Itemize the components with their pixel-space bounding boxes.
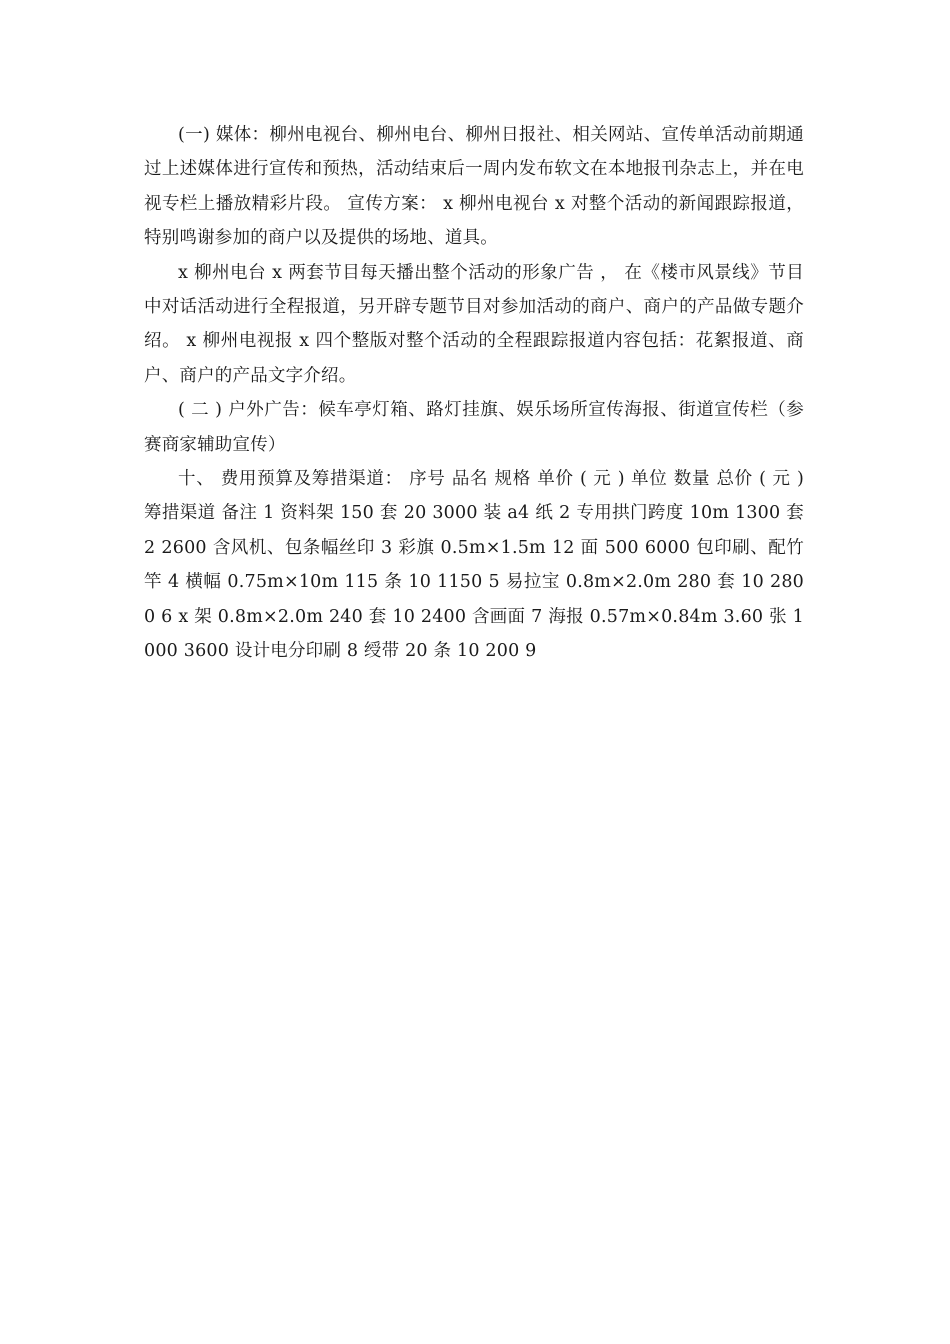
paragraph-media: (一) 媒体：柳州电视台、柳州电台、柳州日报社、相关网站、宣传单活动前期通过上述媒体进行宣传和预热，活动结束后一周内发布软文在本地报刊杂志上，并在电视专栏上播放精彩片段。 宣传方案： x 柳州电视台 x 对整个活动的新闻跟踪报道，特别鸣谢参加的商户以及提供的场地、道具。 <box>144 125 804 249</box>
paragraph-budget: 十、 费用预算及筹措渠道： 序号 品名 规格 单价 ( 元 ) 单位 数量 总价 ( 元 ) 筹措渠道 备注 1 资料架 150 套 20 3000 装 a4 纸 2 专用拱门跨度 10m 1300 套 2 2600 含风机、包条幅丝印 3 彩旗 0.5m×1.5m 12 面 500 6000 包印刷、配竹竿 4 横幅 0.75m×10m 115 条 10 1150 5 易拉宝 0.8m×2.0m 280 套 10 2800 6 x 架 0.8m×2.0m 240 套 10 2400 含画面 7 海报 0.57m×0.84m 3.60 张 1000 3600 设计电分印刷 8 绶带 20 条 10 200 9 <box>144 469 804 662</box>
paragraph-outdoor-ads: ( 二 ) 户外广告：候车亭灯箱、路灯挂旗、娱乐场所宣传海报、街道宣传栏（参赛商家辅助宣传） <box>144 400 804 455</box>
paragraph-radio: x 柳州电台 x 两套节目每天播出整个活动的形象广告 ， 在《楼市风景线》节目中对话活动进行全程报道，另开辟专题节目对参加活动的商户、商户的产品做专题介绍。 x 柳州电视报 x 四个整版对整个活动的全程跟踪报道内容包括：花絮报道、商户、商户的产品文字介绍。 <box>144 262 804 386</box>
document-body <box>144 118 804 669</box>
